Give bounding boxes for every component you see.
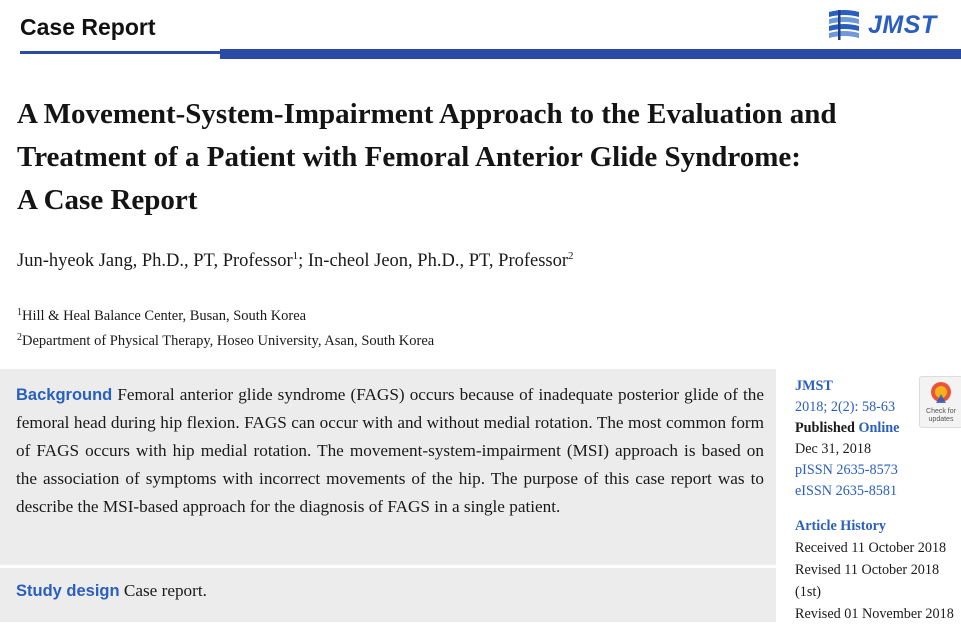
study-design-text: Case report. [123,581,207,600]
affiliation-marker: 2 [17,332,22,343]
history-item: Revised 01 November 2018 [795,606,954,622]
online-label: Online [858,420,900,436]
title-line: A Movement-System-Impairment Approach to the Evaluation and [17,98,837,130]
sidebar-pissn: pISSN 2635-8573 [795,462,898,478]
check-updates-line: updates [928,416,954,423]
affiliation-marker: 1 [17,307,22,318]
header-rule-thick [220,49,961,59]
sidebar-eissn: eISSN 2635-8581 [795,483,898,499]
sidebar-published-date: Dec 31, 2018 [795,441,872,457]
affiliation-text: Hill & Heal Balance Center, Busan, South Korea [22,308,307,324]
study-design-label: Study design [16,582,120,600]
author-separator: ; [298,251,308,271]
history-item: (1st) [795,584,822,600]
affiliation-marker: 1 [292,250,299,262]
background-label: Background [16,386,113,404]
published-label: Published [795,420,855,436]
affiliation-text: Department of Physical Therapy, Hoseo University, Asan, South Korea [22,333,435,349]
sidebar-spacer [795,502,955,516]
section-label: Case Report [20,14,156,40]
sidebar-citation[interactable]: 2018; 2(2): 58-63 [795,399,896,415]
history-item: Received 11 October 2018 [795,540,947,556]
study-design [16,581,207,601]
background-text: Femoral anterior glide syndrome (FAGS) occurs because of inadequate posterior glide of the femoral head during hip flexion. FAGS can occur with and without medial rotation. The most common form of FAGS occurs with hip medial rotation. The movement-system-impairment (MSI) approach is based on the association of symptoms with incorrect movements of the hip. The purpose of this case report was to describe the MSI-based approach for the diagnosis of FAGS in a single patient. [16,385,764,516]
author-list [17,250,574,272]
sidebar-journal[interactable]: JMST [795,378,833,394]
article-history-label: Article History [795,518,886,534]
article-title [17,93,937,222]
check-updates-label [920,408,961,424]
check-updates-line: Check for [926,408,956,415]
title-line: Treatment of a Patient with Femoral Anterior Glide Syndrome: [17,141,801,173]
history-item: Revised 11 October 2018 [795,562,940,578]
affiliations [17,302,434,352]
journal-logo[interactable] [826,6,937,44]
book-stack-icon [826,7,862,43]
header-rule-thin [20,51,220,54]
abstract-background [16,381,764,521]
author-name[interactable]: Jun-hyeok Jang, Ph.D., PT, Professor [17,251,293,271]
title-line: A Case Report [17,184,198,216]
journal-logo-text: JMST [868,10,937,39]
author-name[interactable]: In-cheol Jeon, Ph.D., PT, Professor [307,251,569,271]
page-header [0,0,961,62]
affiliation-item [17,302,434,327]
affiliation-item [17,327,434,352]
affiliation-marker: 2 [568,250,574,262]
check-for-updates-button[interactable] [919,376,961,428]
article-history [795,537,955,625]
